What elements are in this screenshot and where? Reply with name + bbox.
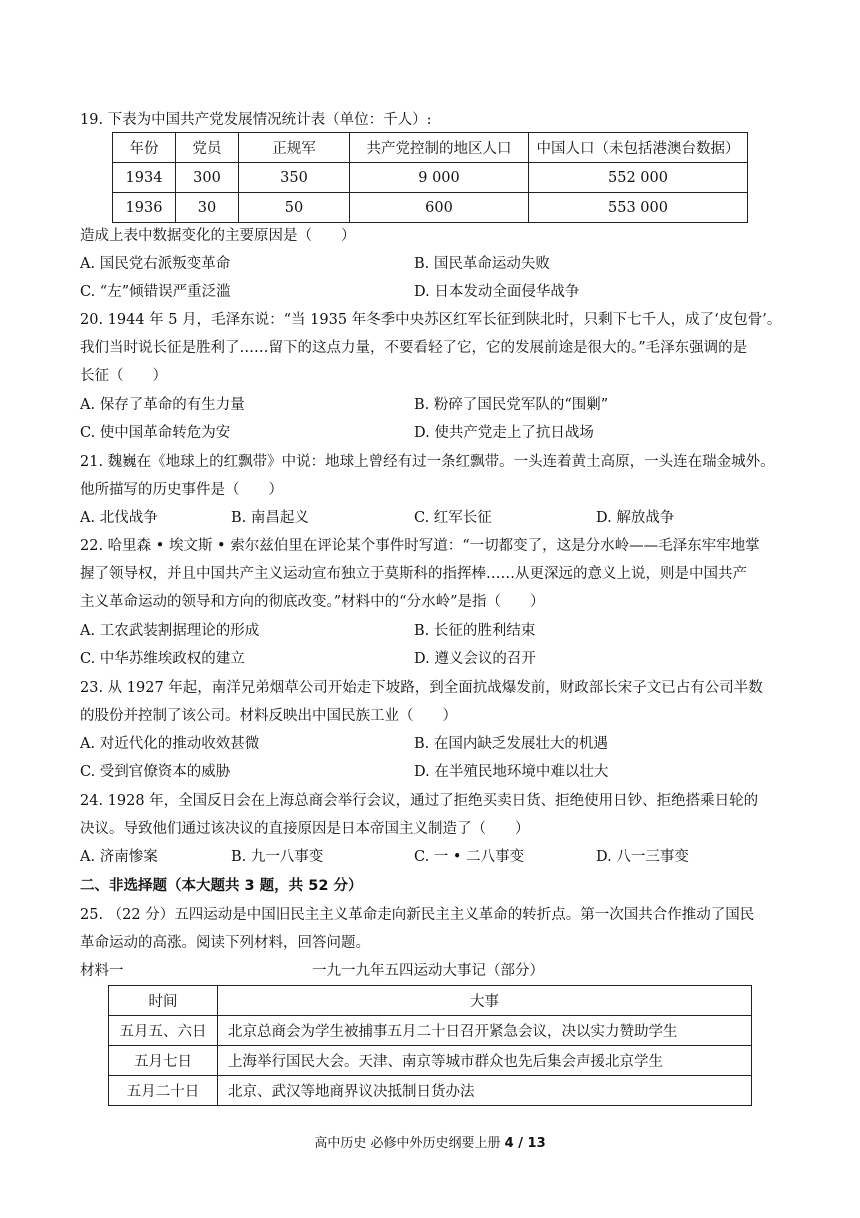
q22-option-b[interactable]: B. 长征的胜利结束 [414,623,536,639]
q22-option-d[interactable]: D. 遵义会议的召开 [414,651,536,667]
q20-option-c[interactable]: C. 使中国革命转危为安 [80,425,231,441]
q25-line: 革命运动的高涨。阅读下列材料，回答问题。 [80,935,370,951]
table-cell: 300 [176,163,239,193]
table-header-row [113,133,748,163]
q22-line: 22. 哈里森 • 埃文斯 • 索尔兹伯里在评论某个事件时写道：“一切都变了，这是分水岭——毛泽东牢牢地掌 [80,538,760,554]
table-cell: 北京、武汉等地商界议决抵制日货办法 [218,1076,752,1106]
table-header-cell: 大事 [218,986,752,1016]
q25-table [108,985,752,1106]
q21-option-c[interactable]: C. 红军长征 [414,510,492,526]
footer-text: 高中历史 必修中外历史纲要上册 [314,1136,501,1151]
table-cell: 600 [350,193,529,223]
table-cell: 北京总商会为学生被捕事五月二十日召开紧急会议，决以实力赞助学生 [218,1016,752,1046]
table-cell: 五月七日 [109,1046,218,1076]
table-cell: 30 [176,193,239,223]
q20-option-d[interactable]: D. 使共产党走上了抗日战场 [414,425,594,441]
table-cell: 五月二十日 [109,1076,218,1106]
q22-option-c[interactable]: C. 中华苏维埃政权的建立 [80,651,245,667]
q20-line: 长征（ ） [80,368,167,384]
q19-option-c[interactable]: C. “左”倾错误严重泛滥 [80,284,231,300]
q19-stem: 19. 下表为中国共产党发展情况统计表（单位：千人）: [80,112,432,128]
table-row [113,163,748,193]
section-heading: 二、非选择题（本大题共 3 题，共 52 分） [80,878,363,894]
q19-table [112,132,748,223]
table-header-cell: 共产党控制的地区人口 [350,133,529,163]
table-cell: 9 000 [350,163,529,193]
q19-option-a[interactable]: A. 国民党右派叛变革命 [80,256,231,272]
q19-option-d[interactable]: D. 日本发动全面侵华战争 [414,284,580,300]
table-row [109,1046,752,1076]
q21-option-b[interactable]: B. 南昌起义 [231,510,309,526]
q20-option-a[interactable]: A. 保存了革命的有生力量 [80,397,245,413]
q22-line: 主义革命运动的领导和方向的彻底改变。”材料中的“分水岭”是指（ ） [80,594,545,610]
q24-option-d[interactable]: D. 八一三事变 [596,849,689,865]
q24-option-b[interactable]: B. 九一八事变 [231,849,324,865]
q19-question: 造成上表中数据变化的主要原因是（ ） [80,228,356,244]
table-header-cell: 时间 [109,986,218,1016]
table-cell: 350 [239,163,350,193]
page-footer [0,1132,860,1151]
table-header-cell: 年份 [113,133,176,163]
q20-option-b[interactable]: B. 粉碎了国民党军队的“围剿” [414,397,609,413]
q25-line: 25. （22 分）五四运动是中国旧民主主义革命走向新民主主义革命的转折点。第一次国共合作推动了国民 [80,907,755,923]
q20-line: 我们当时说长征是胜利了……留下的这点力量，不要看轻了它，它的发展前途是很大的。”毛泽东强调的是 [80,340,748,356]
q21-option-a[interactable]: A. 北伐战争 [80,510,158,526]
q24-option-a[interactable]: A. 济南惨案 [80,849,158,865]
table-row [113,193,748,223]
q24-line: 24. 1928 年，全国反日会在上海总商会举行会议，通过了拒绝买卖日货、拒绝使用日钞、拒绝搭乘日轮的 [80,793,759,809]
table-header-cell: 党员 [176,133,239,163]
table-cell: 552 000 [529,163,748,193]
table-header-row [109,986,752,1016]
q23-line: 23. 从 1927 年起，南洋兄弟烟草公司开始走下坡路，到全面抗战爆发前，财政部长宋子文已占有公司半数 [80,680,763,696]
material-label: 材料一 [80,963,124,979]
table-row [109,1016,752,1046]
table-header-cell: 中国人口（未包括港澳台数据） [529,133,748,163]
q23-option-c[interactable]: C. 受到官僚资本的威胁 [80,764,231,780]
q23-option-d[interactable]: D. 在半殖民地环境中难以壮大 [414,764,609,780]
q21-option-d[interactable]: D. 解放战争 [596,510,675,526]
q24-line: 决议。导致他们通过该决议的直接原因是日本帝国主义制造了（ ） [80,821,530,837]
q22-line: 握了领导权，并且中国共产主义运动宣布独立于莫斯科的指挥棒……从更深远的意义上说，则是中国共产 [80,566,747,582]
page-number: 4 / 13 [504,1136,546,1151]
table-cell: 上海举行国民大会。天津、南京等城市群众也先后集会声援北京学生 [218,1046,752,1076]
material-title: 一九一九年五四运动大事记（部分） [312,963,544,979]
q23-line: 的股份并控制了该公司。材料反映出中国民族工业（ ） [80,708,457,724]
table-cell: 五月五、六日 [109,1016,218,1046]
q21-line: 21. 魏巍在《地球上的红飘带》中说：地球上曾经有过一条红飘带。一头连着黄土高原，一头连在瑞金城外。 [80,454,775,470]
table-row [109,1076,752,1106]
q21-line: 他所描写的历史事件是（ ） [80,482,283,498]
table-cell: 1934 [113,163,176,193]
q23-option-a[interactable]: A. 对近代化的推动收效甚微 [80,736,260,752]
q24-option-c[interactable]: C. 一 • 二八事变 [414,849,525,865]
q20-line: 20. 1944 年 5 月，毛泽东说：“当 1935 年冬季中央苏区红军长征到陕北时，只剩下七千人，成了‘皮包骨’。 [80,312,782,328]
table-cell: 553 000 [529,193,748,223]
table-header-cell: 正规军 [239,133,350,163]
q19-option-b[interactable]: B. 国民革命运动失败 [414,256,550,272]
table-cell: 1936 [113,193,176,223]
table-cell: 50 [239,193,350,223]
q23-option-b[interactable]: B. 在国内缺乏发展壮大的机遇 [414,736,608,752]
q22-option-a[interactable]: A. 工农武装割据理论的形成 [80,623,260,639]
